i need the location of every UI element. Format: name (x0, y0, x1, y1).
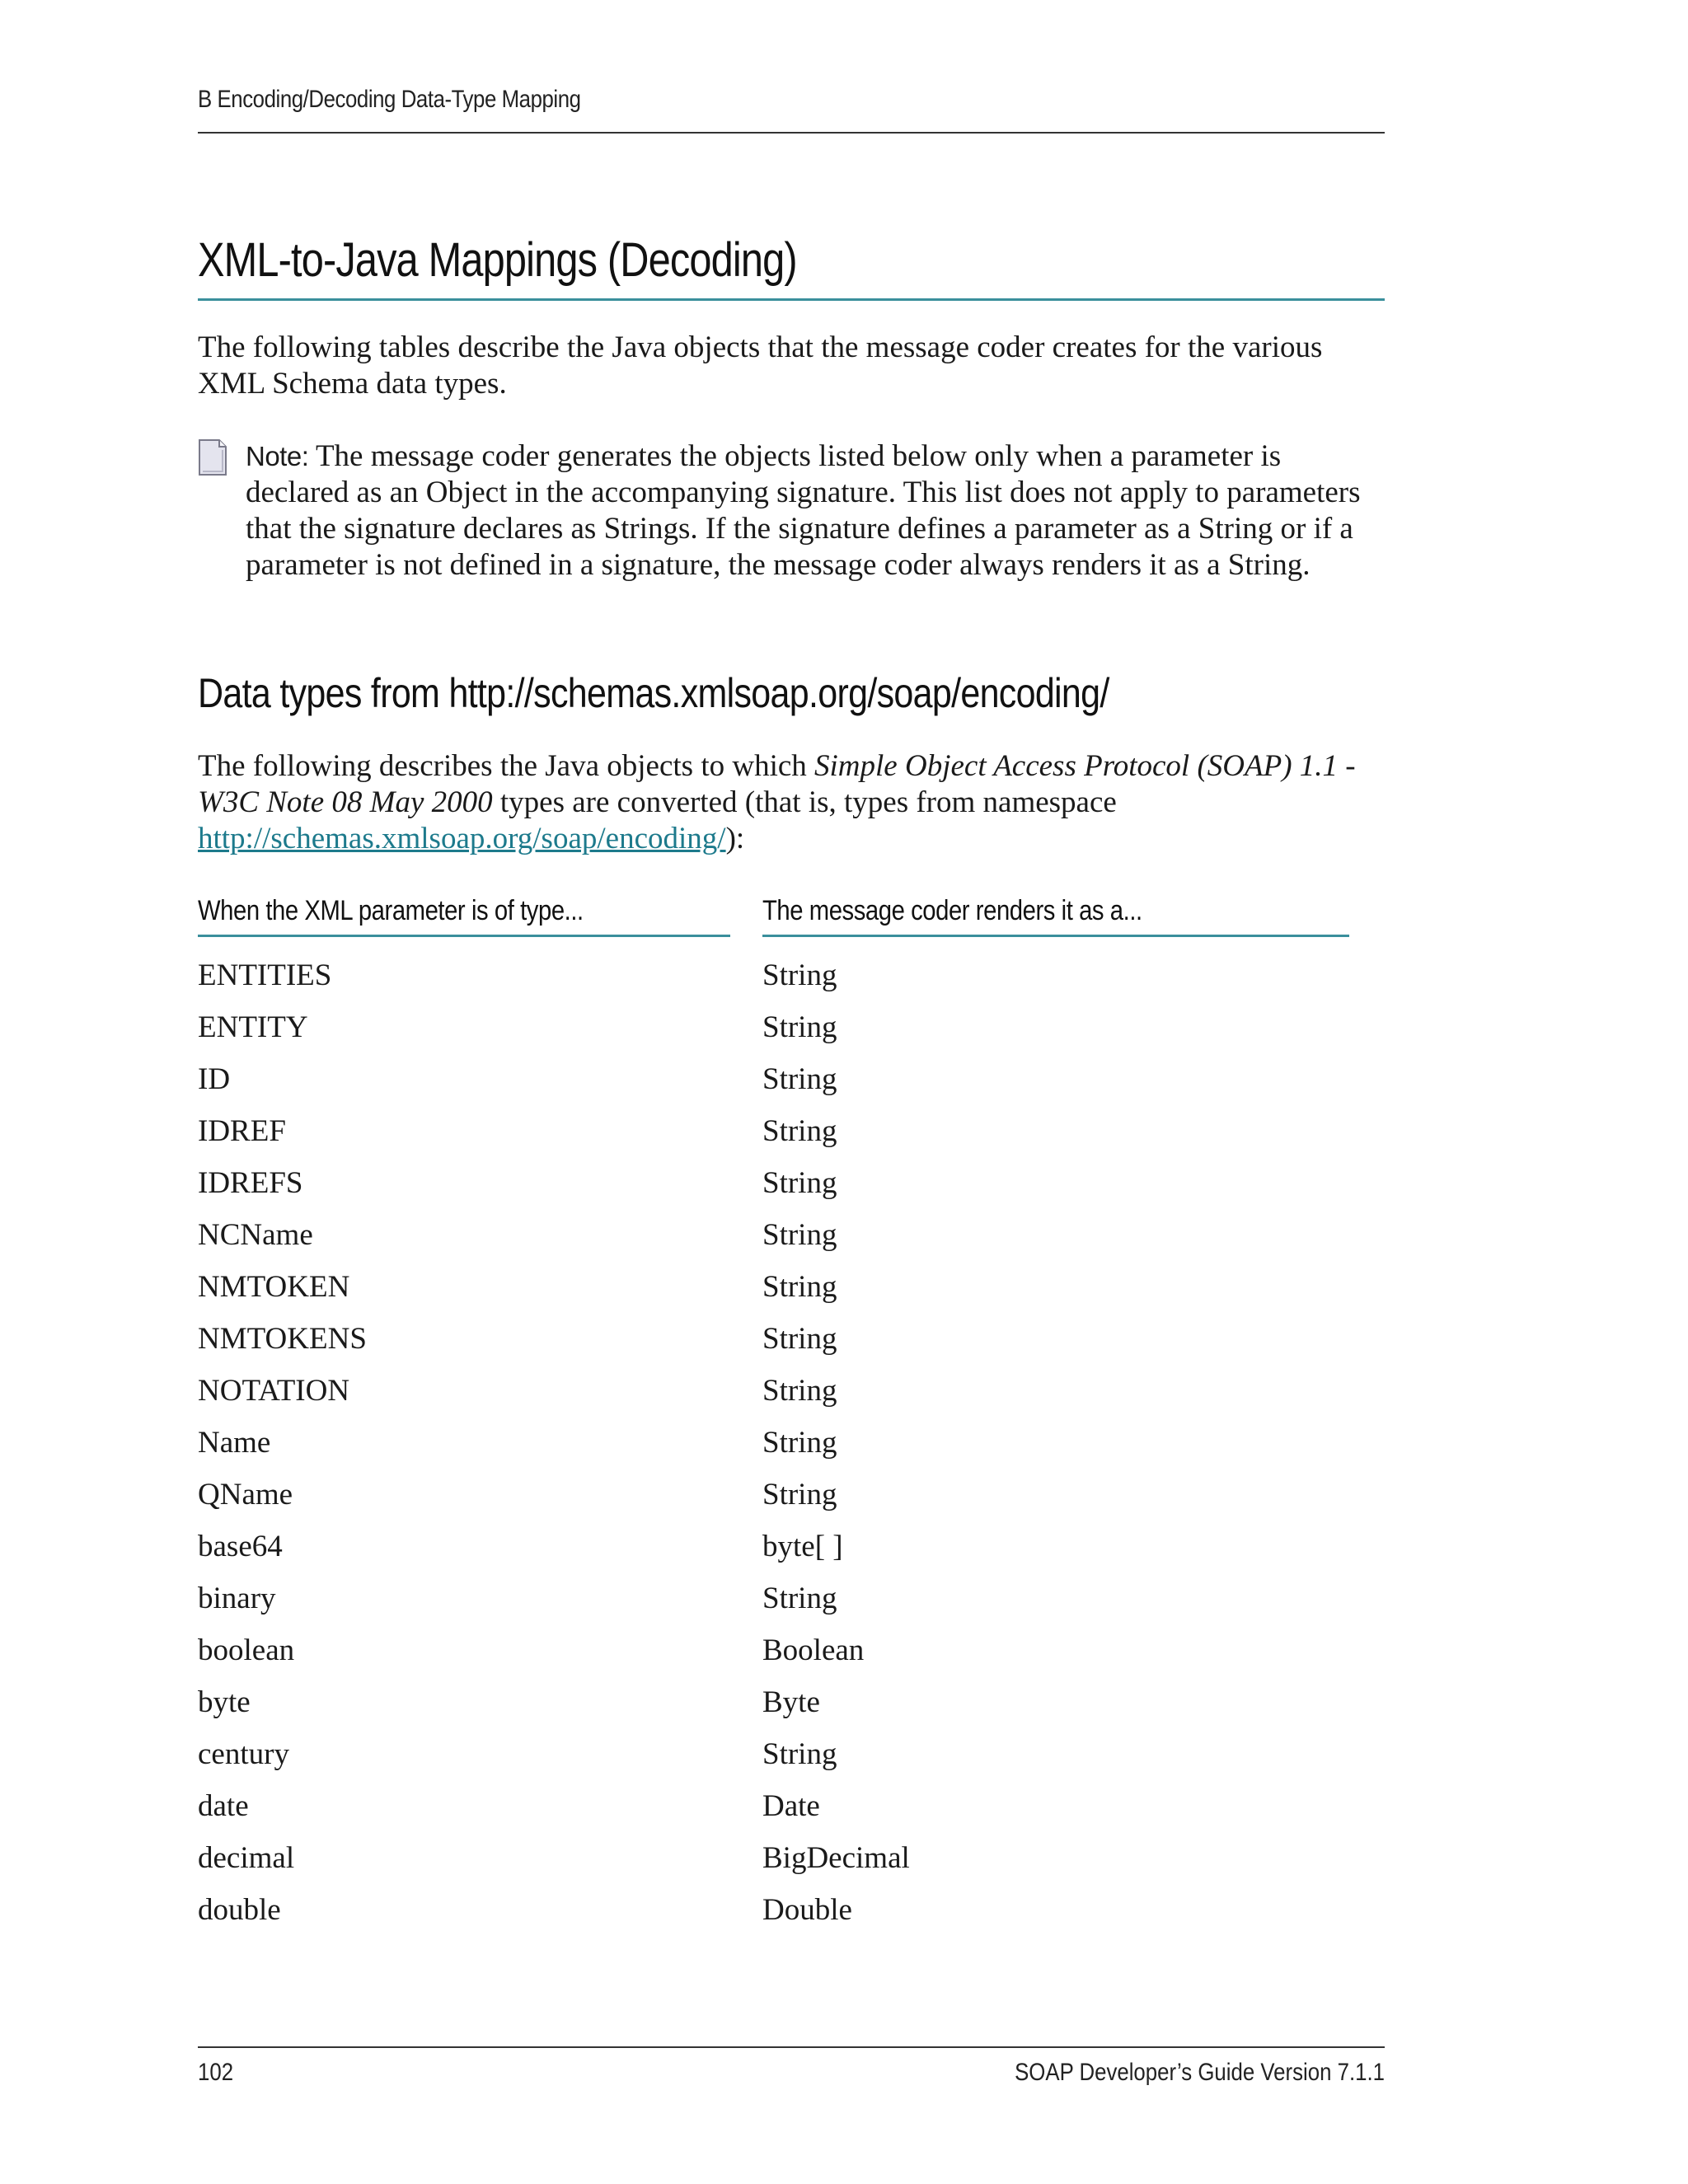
java-type-cell: String (762, 1478, 837, 1511)
table-row (198, 1010, 1385, 1062)
xml-type-cell: QName (198, 1478, 293, 1511)
running-header-text: B Encoding/Decoding Data-Type Mapping (198, 86, 581, 113)
note-body: The message coder generates the objects listed below only when a parameter is declared as an Object in the accompanying signature. This list does not apply to parameters that the signature declares as Strings. If the signature defines a parameter as a String or if a parameter is not defined in a signature, the message coder always renders it as a String. (246, 439, 1361, 582)
table-row (198, 1321, 1385, 1373)
xml-type-cell: NOTATION (198, 1374, 350, 1408)
table-row (198, 1373, 1385, 1425)
java-type-cell: String (762, 1010, 837, 1044)
table-row (198, 1217, 1385, 1269)
note-text (246, 438, 1383, 583)
table-row (198, 1736, 1385, 1788)
xml-type-cell: IDREFS (198, 1166, 303, 1200)
table-row (198, 958, 1385, 1010)
table-row (198, 1581, 1385, 1633)
xml-type-cell: century (198, 1737, 289, 1771)
java-type-cell: Double (762, 1893, 852, 1927)
java-type-cell: Boolean (762, 1633, 865, 1667)
table-header-xml-type (198, 895, 730, 927)
table-row (198, 1685, 1385, 1736)
table-row (198, 1113, 1385, 1165)
running-header (198, 86, 1385, 114)
xml-type-cell: base64 (198, 1530, 283, 1563)
footer-doc-title-text: SOAP Developer’s Guide Version 7.1.1 (1015, 2059, 1385, 2086)
java-type-cell: String (762, 1426, 837, 1460)
java-type-cell: String (762, 1114, 837, 1148)
table-row (198, 1633, 1385, 1685)
xml-type-cell: binary (198, 1582, 276, 1615)
xml-type-cell: NMTOKEN (198, 1270, 350, 1304)
page-number (198, 2059, 239, 2087)
xml-type-cell: ENTITIES (198, 958, 332, 992)
xml-type-cell: boolean (198, 1633, 295, 1667)
table-header-rule-right (762, 935, 1349, 937)
java-type-cell: String (762, 1270, 837, 1304)
table-header-java-type (762, 895, 1349, 927)
subsection-title (198, 669, 1385, 717)
table-row (198, 1892, 1385, 1944)
subsection-title-text: Data types from http://schemas.xmlsoap.org/soap/encoding/ (198, 670, 1109, 716)
java-type-cell: BigDecimal (762, 1841, 910, 1875)
xml-type-cell: Name (198, 1426, 271, 1460)
intro-spec-title: Simple Object Access Protocol (SOAP) 1.1 - W3C Note 08 May 2000 (198, 749, 1356, 819)
footer-doc-title (954, 2059, 1385, 2087)
xml-type-cell: double (198, 1893, 281, 1927)
page-number-text: 102 (198, 2059, 234, 2086)
intro-after: ): (725, 822, 745, 855)
xml-type-cell: ENTITY (198, 1010, 308, 1044)
table-row (198, 1425, 1385, 1477)
xml-type-cell: ID (198, 1062, 231, 1096)
mapping-table (198, 958, 1385, 1944)
intro-middle: types are converted (that is, types from namespace (492, 785, 1117, 819)
xml-type-cell: NCName (198, 1218, 313, 1252)
xml-type-cell: decimal (198, 1841, 295, 1875)
table-row (198, 1062, 1385, 1113)
table-header-java-type-text: The message coder renders it as a... (762, 895, 1142, 926)
intro-before: The following describes the Java objects to which (198, 749, 815, 783)
java-type-cell: String (762, 1218, 837, 1252)
section-title-rule (198, 298, 1385, 301)
java-type-cell: String (762, 1322, 837, 1356)
java-type-cell: byte[ ] (762, 1530, 843, 1563)
header-rule (198, 132, 1385, 134)
section-title-text: XML-to-Java Mappings (Decoding) (198, 233, 797, 287)
footer-rule (198, 2046, 1385, 2048)
xml-type-cell: NMTOKENS (198, 1322, 367, 1356)
table-row (198, 1788, 1385, 1840)
java-type-cell: String (762, 1582, 837, 1615)
table-header-rule-left (198, 935, 730, 937)
java-type-cell: Byte (762, 1685, 820, 1719)
java-type-cell: String (762, 1166, 837, 1200)
java-type-cell: Date (762, 1789, 820, 1823)
xml-type-cell: date (198, 1789, 249, 1823)
table-row (198, 1165, 1385, 1217)
section-intro: The following tables describe the Java objects that the message coder creates for the various XML Schema data types. (198, 330, 1323, 401)
java-type-cell: String (762, 1062, 837, 1096)
table-header-xml-type-text: When the XML parameter is of type... (198, 895, 584, 926)
java-type-cell: String (762, 1374, 837, 1408)
table-row (198, 1269, 1385, 1321)
xml-type-cell: byte (198, 1685, 251, 1719)
table-row (198, 1840, 1385, 1892)
subsection-intro (198, 748, 1376, 857)
section-title (198, 232, 1385, 288)
xml-type-cell: IDREF (198, 1114, 286, 1148)
java-type-cell: String (762, 958, 837, 992)
note-page-icon (198, 438, 227, 476)
note-label: Note: (246, 441, 309, 471)
java-type-cell: String (762, 1737, 837, 1771)
table-row (198, 1529, 1385, 1581)
namespace-link[interactable]: http://schemas.xmlsoap.org/soap/encoding/ (198, 822, 726, 855)
table-row (198, 1477, 1385, 1529)
